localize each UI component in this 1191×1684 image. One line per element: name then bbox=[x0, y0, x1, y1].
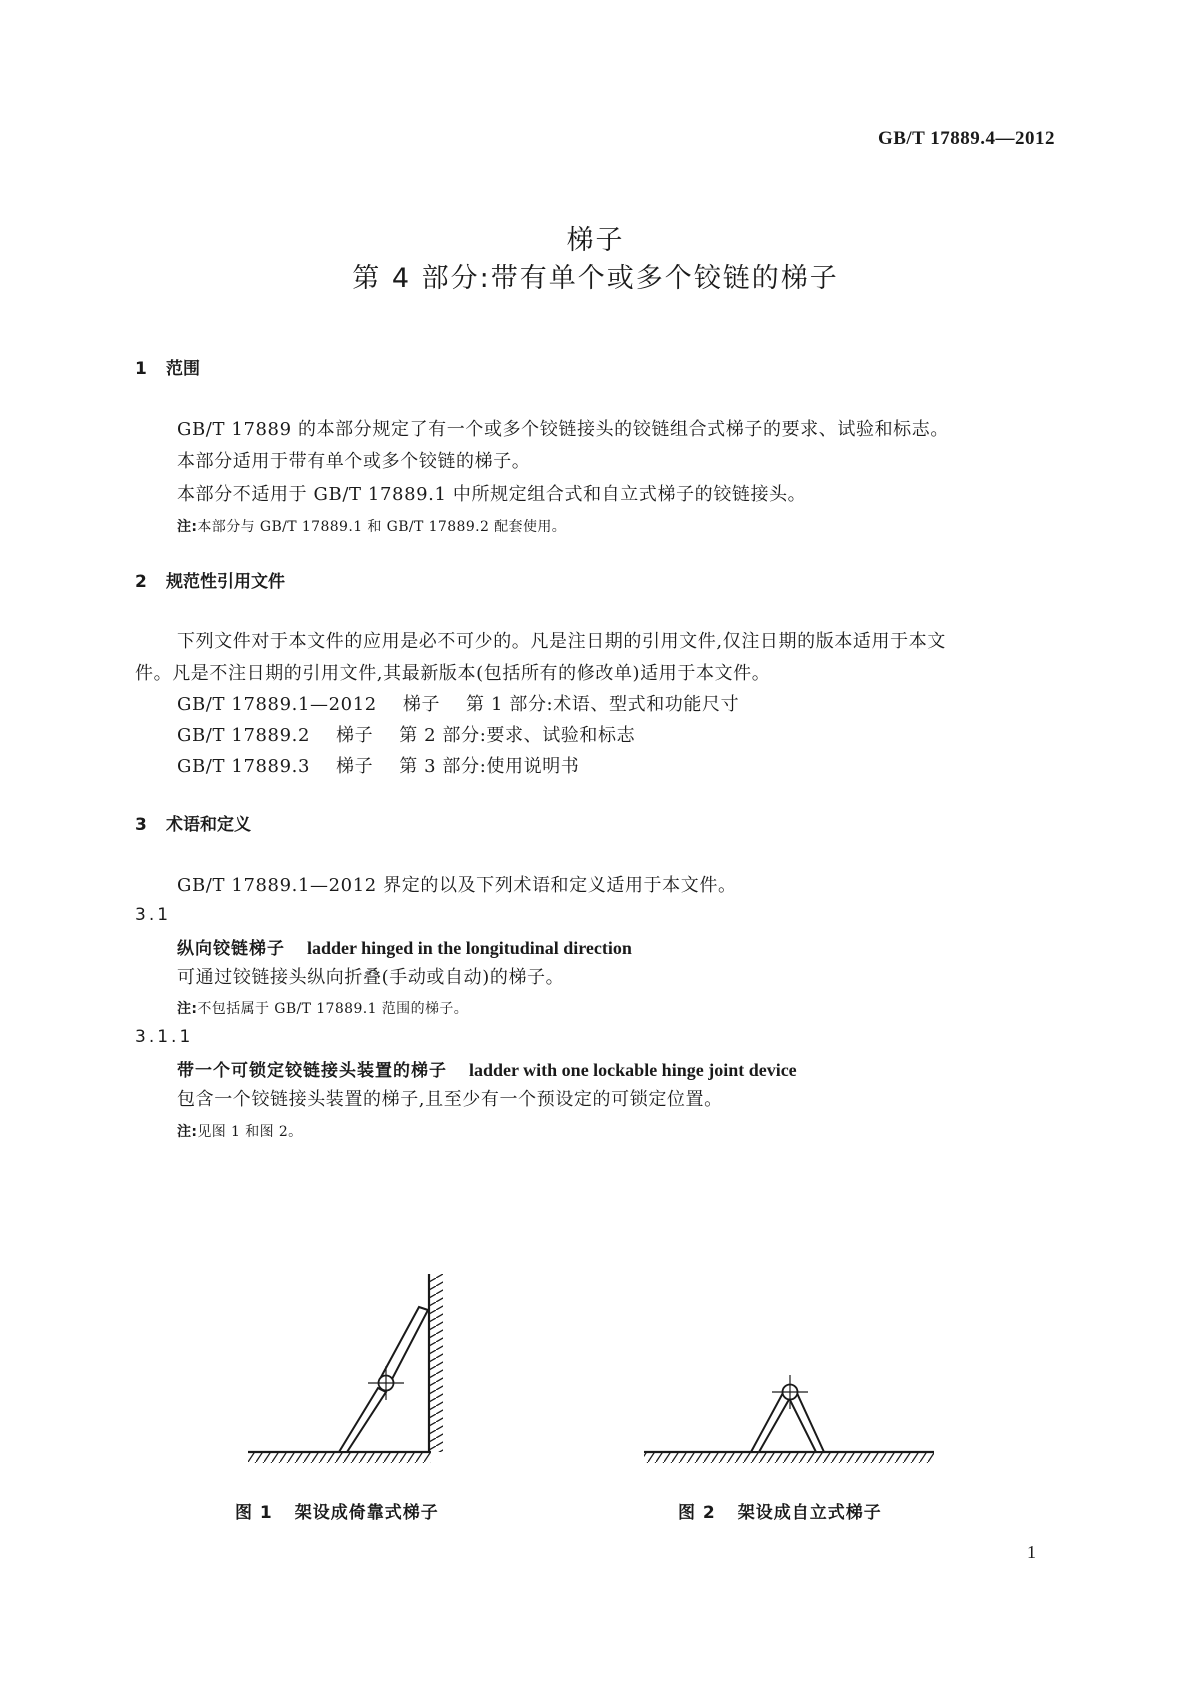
note-text: 见图 1 和图 2。 bbox=[197, 1124, 303, 1140]
term-definition: 包含一个铰链接头装置的梯子,且至少有一个预设定的可锁定位置。 bbox=[177, 1089, 723, 1110]
term-heading bbox=[177, 1056, 797, 1081]
section-title: 规范性引用文件 bbox=[166, 572, 285, 592]
ground-hatching bbox=[644, 1452, 934, 1463]
section-1-heading bbox=[135, 354, 200, 379]
section-number: 3 bbox=[135, 815, 147, 835]
term-definition: 可通过铰链接头纵向折叠(手动或自动)的梯子。 bbox=[177, 967, 565, 988]
reference-title: 梯子 bbox=[336, 725, 374, 746]
note-label: 注: bbox=[177, 1001, 198, 1017]
note-text: 不包括属于 GB/T 17889.1 范围的梯子。 bbox=[197, 1001, 469, 1017]
term-zh: 带一个可锁定铰链接头装置的梯子 bbox=[177, 1061, 447, 1081]
ground-hatching bbox=[248, 1452, 431, 1463]
section-number: 2 bbox=[135, 572, 147, 592]
term-note bbox=[177, 1121, 303, 1141]
reference-title: 梯子 bbox=[402, 694, 441, 715]
reference-code: GB/T 17889.1—2012 bbox=[177, 694, 377, 715]
page-number: 1 bbox=[1027, 1542, 1036, 1562]
reference-code: GB/T 17889.2 bbox=[177, 725, 311, 746]
wall-hatching bbox=[429, 1274, 443, 1452]
section-title: 范围 bbox=[166, 359, 200, 379]
section-title: 术语和定义 bbox=[166, 815, 251, 835]
note-label: 注: bbox=[177, 1124, 198, 1140]
standard-code: GB/T 17889.4—2012 bbox=[877, 128, 1055, 149]
figure-1-caption bbox=[235, 1498, 439, 1523]
figure-1-leaning-ladder bbox=[240, 1270, 460, 1470]
term-en: ladder hinged in the longitudinal direction bbox=[307, 938, 632, 958]
doc-subtitle: 第 4 部分:带有单个或多个铰链的梯子 bbox=[352, 263, 839, 294]
scope-note bbox=[177, 516, 566, 536]
scope-paragraph-3: 本部分不适用于 GB/T 17889.1 中所规定组合式和自立式梯子的铰链接头。 bbox=[177, 484, 807, 505]
note-label: 注: bbox=[177, 519, 198, 535]
scope-paragraph-1: GB/T 17889 的本部分规定了有一个或多个铰链接头的铰链组合式梯子的要求、试验和标志。 bbox=[177, 419, 949, 440]
reference-part: 第 3 部分:使用说明书 bbox=[399, 756, 580, 777]
figure-label: 图 1 bbox=[235, 1503, 273, 1523]
figure-2-caption bbox=[678, 1498, 882, 1523]
term-heading bbox=[177, 934, 632, 959]
term-note bbox=[177, 998, 468, 1018]
reference-part: 第 2 部分:要求、试验和标志 bbox=[399, 725, 636, 746]
ladder-right-leg bbox=[788, 1391, 824, 1452]
note-text: 本部分与 GB/T 17889.1 和 GB/T 17889.2 配套使用。 bbox=[197, 519, 567, 535]
term-en: ladder with one lockable hinge joint device bbox=[469, 1060, 797, 1080]
reference-part: 第 1 部分:术语、型式和功能尺寸 bbox=[466, 694, 740, 715]
section-3-heading bbox=[135, 810, 251, 835]
references-intro-line-1: 下列文件对于本文件的应用是必不可少的。凡是注日期的引用文件,仅注日期的版本适用于本文 bbox=[177, 631, 946, 652]
term-zh: 纵向铰链梯子 bbox=[177, 939, 285, 959]
reference-item bbox=[177, 721, 635, 747]
reference-code: GB/T 17889.3 bbox=[177, 756, 311, 777]
doc-title: 梯子 bbox=[566, 225, 625, 256]
term-number: 3.1 bbox=[135, 905, 172, 925]
reference-item bbox=[177, 690, 739, 716]
ladder-upper-section bbox=[380, 1307, 428, 1383]
figure-caption-text: 架设成倚靠式梯子 bbox=[294, 1503, 439, 1523]
references-intro-line-2: 件。凡是不注日期的引用文件,其最新版本(包括所有的修改单)适用于本文件。 bbox=[135, 663, 771, 684]
section-number: 1 bbox=[135, 359, 147, 379]
figure-label: 图 2 bbox=[678, 1503, 716, 1523]
ladder-lower-section bbox=[339, 1388, 386, 1452]
figure-caption-text: 架设成自立式梯子 bbox=[737, 1503, 882, 1523]
terms-intro: GB/T 17889.1—2012 界定的以及下列术语和定义适用于本文件。 bbox=[177, 875, 737, 896]
figure-2-standing-ladder bbox=[640, 1330, 940, 1470]
reference-title: 梯子 bbox=[336, 756, 374, 777]
term-number: 3.1.1 bbox=[135, 1027, 194, 1047]
section-2-heading bbox=[135, 567, 285, 592]
scope-paragraph-2: 本部分适用于带有单个或多个铰链的梯子。 bbox=[177, 451, 531, 472]
reference-item bbox=[177, 752, 579, 778]
ladder-left-leg bbox=[751, 1391, 791, 1452]
